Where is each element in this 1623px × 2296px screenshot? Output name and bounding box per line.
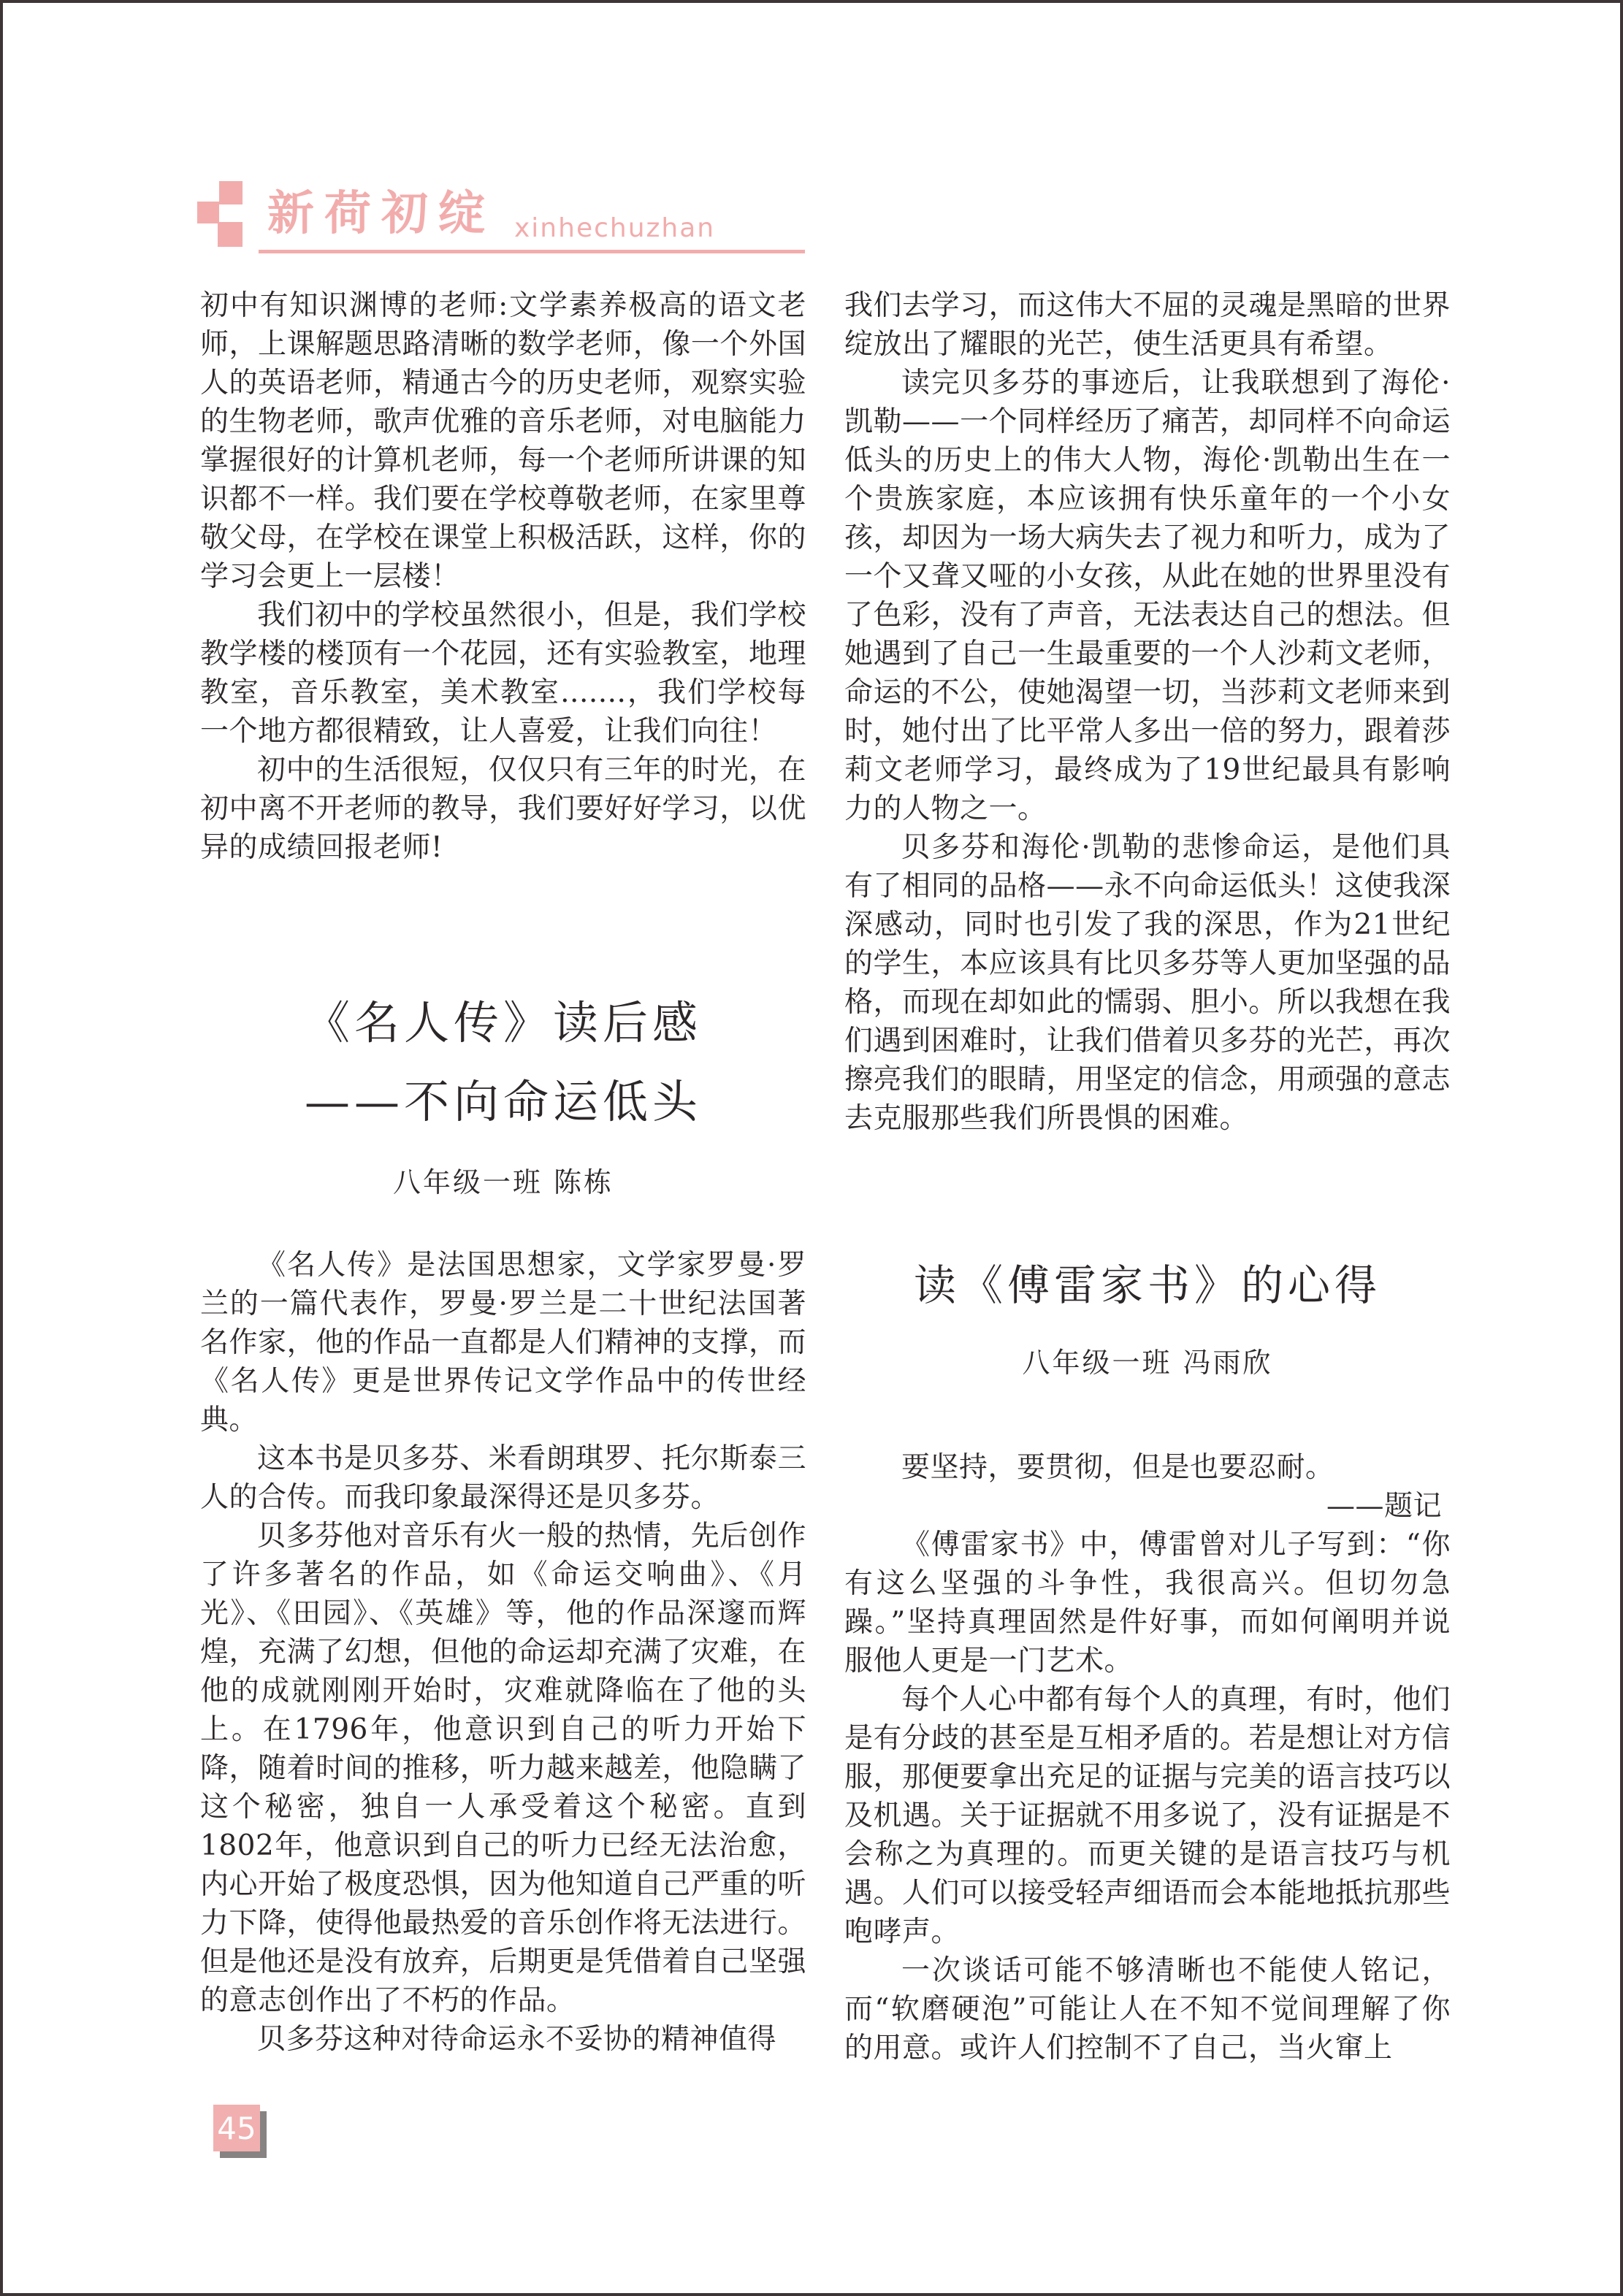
paragraph: 每个人心中都有每个人的真理，有时，他们是有分歧的甚至是互相矛盾的。若是想让对方信服，那便要拿出充足的证据与完美的语言技巧以及机遇。关于证据就不用多说了，没有证据是不会称之为真理的。而更关键的是语言技巧与机遇。人们可以接受轻声细语而会本能地抵抗那些咆哮声。 — [844, 1683, 1451, 1948]
article-2-byline: 八年级一班 冯雨欣 — [1022, 1347, 1273, 1379]
epigraph: 要坚持，要贯彻，但是也要忍耐。 — [901, 1451, 1334, 1484]
page-number: 45 — [217, 2110, 256, 2146]
brand-checker-square-icon — [219, 181, 243, 204]
article-1-title: 《名人传》读后感 — [304, 996, 702, 1049]
brand-checker-square-icon — [197, 202, 219, 223]
paragraph: 贝多芬他对音乐有火一般的热情，先后创作了许多著名的作品，如《命运交响曲》、《月光》、《田园》、《英雄》等，他的作品深邃而辉煌，充满了幻想，但他的命运却充满了灾难，在他的成就刚刚开始时，灾难就降临在了他的头上。在1796年，他意识到自己的听力开始下降，随着时间的推移，听力越来越差，他隐瞒了这个秘密，独自一人承受着这个秘密。直到1802年，他意识到自己的听力已经无法治愈，内心开始了极度恐惧，因为他知道自己严重的听力下降，使得他最热爱的音乐创作将无法进行。但是他还是没有放弃，后期更是凭借着自己坚强的意志创作出了不朽的作品。 — [200, 1520, 806, 2017]
article-2-title: 读《傅雷家书》的心得 — [913, 1260, 1381, 1310]
paragraph: 我们初中的学校虽然很小，但是，我们学校教学楼的楼顶有一个花园，还有实验教室，地理教室，音乐教室，美术教室.......，我们学校每一个地方都很精致，让人喜爱，让我们向往！ — [200, 599, 806, 748]
paragraph: 《傅雷家书》中，傅雷曾对儿子写到：“你有这么坚强的斗争性，我很高兴。但切勿急躁。”坚持真理固然是件好事，而如何阐明并说服他人更是一门艺术。 — [844, 1528, 1451, 1677]
header-underline — [259, 250, 805, 253]
section-brand-title: 新荷初绽 — [267, 187, 495, 241]
paragraph: 初中的生活很短，仅仅只有三年的时光，在初中离不开老师的教导，我们要好好学习，以优异的成绩回报老师! — [200, 754, 806, 864]
left-column — [200, 286, 806, 2059]
paragraph: 我们去学习，而这伟大不屈的灵魂是黑暗的世界绽放出了耀眼的光芒，使生活更具有希望。 — [844, 289, 1451, 361]
article-1-subtitle: ——不向命运低头 — [304, 1075, 702, 1128]
paragraph: 贝多芬这种对待命运永不妥协的精神值得 — [257, 2023, 777, 2056]
article-1-byline: 八年级一班 陈栋 — [392, 1166, 614, 1198]
epigraph-signature: ——题记 — [1326, 1490, 1442, 1523]
paragraph: 这本书是贝多芬、米看朗琪罗、托尔斯泰三人的合传。而我印象最深得还是贝多芬。 — [200, 1442, 806, 1514]
page-number-badge — [213, 2105, 260, 2151]
paragraph: 《名人传》是法国思想家，文学家罗曼·罗兰的一篇代表作，罗曼·罗兰是二十世纪法国著名作家，他的作品一直都是人们精神的支撑，而《名人传》更是世界传记文学作品中的传世经典。 — [200, 1249, 806, 1436]
paragraph: 贝多芬和海伦·凯勒的悲惨命运，是他们具有了相同的品格——永不向命运低头！这使我深深感动，同时也引发了我的深思，作为21世纪的学生，本应该具有比贝多芬等人更加坚强的品格，而现在却如此的懦弱、胆小。所以我想在我们遇到困难时，让我们借着贝多芬的光芒，再次擦亮我们的眼睛，用坚定的信念，用顽强的意志去克服那些我们所畏惧的困难。 — [844, 831, 1451, 1135]
right-column — [844, 286, 1451, 2067]
article-1-title-block — [200, 984, 806, 1202]
paragraph: 初中有知识渊博的老师:文学素养极高的语文老师，上课解题思路清晰的数学老师，像一个外国人的英语老师，精通古今的历史老师，观察实验的生物老师，歌声优雅的音乐老师，对电脑能力掌握很好的计算机老师，每一个老师所讲课的知识都不一样。我们要在学校尊敬老师，在家里尊敬父母，在学校在课堂上积极活跃，这样，你的学习会更上一层楼！ — [200, 289, 806, 593]
section-brand-pinyin: xinhechuzhan — [514, 213, 716, 243]
paragraph: 一次谈话可能不够清晰也不能使人铭记，而“软磨硬泡”可能让人在不知不觉间理解了你的用意。或许人们控制不了自己，当火窜上 — [844, 1954, 1451, 2065]
paragraph: 读完贝多芬的事迹后，让我联想到了海伦·凯勒——一个同样经历了痛苦，却同样不向命运低头的历史上的伟大人物，海伦·凯勒出生在一个贵族家庭，本应该拥有快乐童年的一个小女孩，却因为一场大病失去了视力和听力，成为了一个又聋又哑的小女孩，从此在她的世界里没有了色彩，没有了声音，无法表达自己的想法。但她遇到了自己一生最重要的一个人沙莉文老师，命运的不公，使她渴望一切，当莎莉文老师来到时，她付出了比平常人多出一倍的努力，跟着莎莉文老师学习，最终成为了19世纪最具有影响力的人物之一。 — [844, 367, 1451, 825]
brand-checker-square-icon — [218, 222, 243, 247]
article-2-title-block — [844, 1262, 1451, 1382]
